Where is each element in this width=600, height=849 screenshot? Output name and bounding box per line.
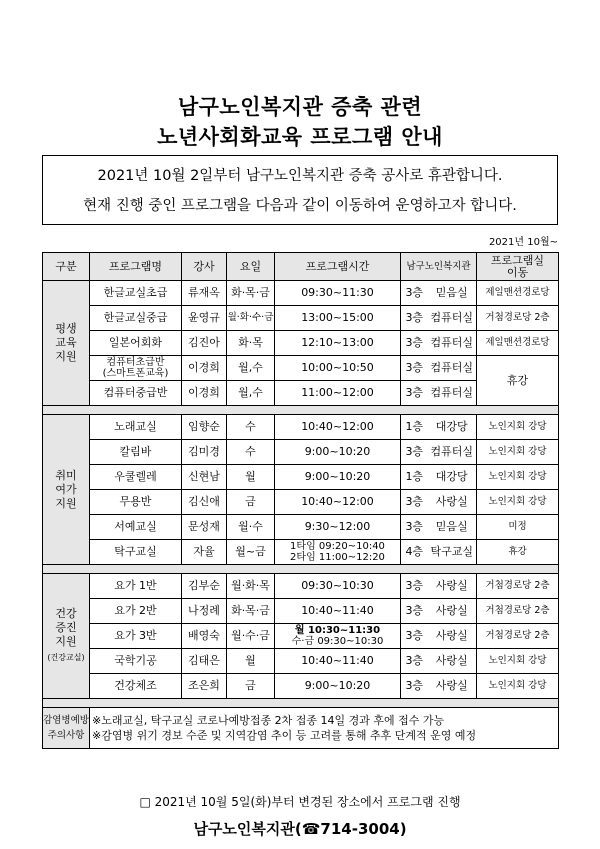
instructor: 김미경: [182, 440, 227, 465]
category-health-label: 건강 증진 지원: [55, 607, 77, 648]
header-day: 요일: [227, 253, 275, 281]
time: 10:40~11:40: [275, 599, 401, 624]
effective-date: 2021년 10월~: [488, 237, 558, 248]
day: 월: [227, 649, 275, 674]
notes-label-line2: 주의사항: [47, 730, 85, 741]
moved-location: 미정: [477, 515, 559, 540]
header-instructor: 강사: [182, 253, 227, 281]
time: 12:10~13:00: [275, 331, 401, 356]
table-row: [43, 356, 559, 381]
time: 10:40~12:00: [275, 490, 401, 515]
floor: 3층: [401, 281, 428, 306]
room: 사랑실: [428, 490, 477, 515]
room: 컴퓨터실: [428, 356, 477, 381]
notice-line2: 현재 진행 중인 프로그램을 다음과 같이 이동하여 운영하고자 합니다.: [83, 198, 517, 214]
table-row: [43, 281, 559, 306]
room: 믿음실: [428, 281, 477, 306]
program-name: 한글교실초급: [90, 281, 182, 306]
program-name: 서예교실: [90, 515, 182, 540]
moved-location: 노인지회 강당: [477, 674, 559, 699]
moved-location: 휴강: [477, 540, 559, 565]
day: 금: [227, 490, 275, 515]
note-line2: ※감염병 위기 경보 수준 및 지역감염 추이 등 고려를 통해 추후 단계적 운영 예정: [92, 729, 477, 742]
header-location: 남구노인복지관: [401, 253, 477, 281]
category-health: [43, 574, 90, 699]
room: 사랑실: [428, 574, 477, 599]
program-table: [42, 252, 559, 749]
table-row: [43, 415, 559, 440]
table-row: [43, 440, 559, 465]
day: 월~금: [227, 540, 275, 565]
table-row: [43, 331, 559, 356]
floor: 4층: [401, 540, 428, 565]
moved-location: 거첨경로당 2층: [477, 599, 559, 624]
day: 월·화·수·금: [227, 306, 275, 331]
day: 금: [227, 674, 275, 699]
moved-location: 제일맨션경로당: [477, 281, 559, 306]
time: 9:00~10:20: [275, 440, 401, 465]
table-row: [43, 624, 559, 649]
day: 월,수: [227, 356, 275, 381]
time: 1타임 09:20~10:40 2타임 11:00~12:20: [275, 540, 401, 565]
contact-info: 남구노인복지관(☎714-3004): [193, 820, 407, 838]
page-title-line1: 남구노인복지관 증축 관련: [177, 95, 423, 119]
table-row: [43, 540, 559, 565]
program-name: 컴퓨터초급반 (스마트폰교육): [90, 356, 182, 381]
moved-location: 노인지회 강당: [477, 649, 559, 674]
instructor: 이경희: [182, 381, 227, 406]
floor: 3층: [401, 515, 428, 540]
table-row: [43, 465, 559, 490]
program-name: 건강체조: [90, 674, 182, 699]
time: 11:00~12:00: [275, 381, 401, 406]
floor: 3층: [401, 490, 428, 515]
floor: 3층: [401, 649, 428, 674]
room: 컴퓨터실: [428, 331, 477, 356]
program-name: 컴퓨터중급반: [90, 381, 182, 406]
header-category: 구분: [43, 253, 90, 281]
time: 09:30~11:30: [275, 281, 401, 306]
header-moved-line2: 이동: [506, 265, 529, 279]
room: 컴퓨터실: [428, 381, 477, 406]
header-moved-line1: 프로그램실: [490, 253, 545, 267]
table-row: [43, 674, 559, 699]
instructor: 윤영규: [182, 306, 227, 331]
room: 사랑실: [428, 674, 477, 699]
instructor: 자율: [182, 540, 227, 565]
category-hobby-leisure: 취미 여가 지원: [43, 415, 90, 565]
group-separator: [43, 406, 559, 415]
instructor: 김부순: [182, 574, 227, 599]
header-time: 프로그램시간: [275, 253, 401, 281]
instructor: 류재옥: [182, 281, 227, 306]
time: 13:00~15:00: [275, 306, 401, 331]
program-name: 칼림바: [90, 440, 182, 465]
program-name: 요가 1반: [90, 574, 182, 599]
room: 대강당: [428, 465, 477, 490]
day: 월·수: [227, 515, 275, 540]
table-row: [43, 649, 559, 674]
time: 9:00~10:20: [275, 674, 401, 699]
floor: 3층: [401, 331, 428, 356]
instructor: 나정례: [182, 599, 227, 624]
time: 10:00~10:50: [275, 356, 401, 381]
table-row: [43, 306, 559, 331]
program-name: 한글교실중급: [90, 306, 182, 331]
notice-line1: 2021년 10월 2일부터 남구노인복지관 증축 공사로 휴관합니다.: [97, 168, 503, 184]
floor: 1층: [401, 465, 428, 490]
note-line1: ※노래교실, 탁구교실 코로나예방접종 2차 접종 14일 경과 후에 접수 가능: [92, 714, 445, 727]
notes-content: [90, 708, 559, 749]
header-program: 프로그램명: [90, 253, 182, 281]
time: 10:40~11:40: [275, 649, 401, 674]
instructor: 김진아: [182, 331, 227, 356]
floor: 1층: [401, 415, 428, 440]
floor: 3층: [401, 306, 428, 331]
category-lifelong-education: 평생 교육 지원: [43, 281, 90, 406]
notes-row: [43, 708, 559, 749]
day: 수: [227, 440, 275, 465]
day: 수: [227, 415, 275, 440]
instructor: 신현남: [182, 465, 227, 490]
room: 사랑실: [428, 624, 477, 649]
table-row: [43, 574, 559, 599]
floor: 3층: [401, 356, 428, 381]
floor: 3층: [401, 599, 428, 624]
room: 컴퓨터실: [428, 306, 477, 331]
time: 09:30~10:30: [275, 574, 401, 599]
table-row: [43, 599, 559, 624]
time-line2: 수·금 09:30~10:30: [291, 636, 384, 647]
day: 월·화·목: [227, 574, 275, 599]
floor: 3층: [401, 440, 428, 465]
program-name: 일본어회화: [90, 331, 182, 356]
day: 월·수·금: [227, 624, 275, 649]
floor: 3층: [401, 674, 428, 699]
time: [275, 624, 401, 649]
room: 사랑실: [428, 649, 477, 674]
closure-notice-box: [42, 155, 558, 225]
change-notice: □ 2021년 10월 5일(화)부터 변경된 장소에서 프로그램 진행: [139, 795, 461, 809]
floor: 3층: [401, 624, 428, 649]
notes-label: [43, 708, 90, 749]
day: 화·목·금: [227, 599, 275, 624]
room: 대강당: [428, 415, 477, 440]
program-name: 요가 2반: [90, 599, 182, 624]
moved-location: 노인지회 강당: [477, 415, 559, 440]
table-header-row: [43, 253, 559, 281]
table-row: [43, 515, 559, 540]
program-name: 무용반: [90, 490, 182, 515]
day: 월: [227, 465, 275, 490]
moved-location: 제일맨션경로당: [477, 331, 559, 356]
table-row: [43, 490, 559, 515]
instructor: 임향순: [182, 415, 227, 440]
program-name: 요가 3반: [90, 624, 182, 649]
time: 9:30~12:00: [275, 515, 401, 540]
instructor: 문성재: [182, 515, 227, 540]
page-title-line2: 노년사회화교육 프로그램 안내: [157, 125, 443, 149]
room: 믿음실: [428, 515, 477, 540]
moved-location: 노인지회 강당: [477, 440, 559, 465]
instructor: 배영숙: [182, 624, 227, 649]
day: 화·목·금: [227, 281, 275, 306]
day: 월,수: [227, 381, 275, 406]
program-name: 국학기공: [90, 649, 182, 674]
category-health-sub: (건강교실): [47, 653, 85, 662]
floor: 3층: [401, 574, 428, 599]
group-separator: [43, 565, 559, 574]
instructor: 이경희: [182, 356, 227, 381]
header-moved: [477, 253, 559, 281]
moved-location: 노인지회 강당: [477, 465, 559, 490]
room: 컴퓨터실: [428, 440, 477, 465]
moved-location: 휴강: [477, 356, 559, 406]
program-name: 탁구교실: [90, 540, 182, 565]
room: 탁구교실: [428, 540, 477, 565]
time-line1: 월 10:30~11:30: [294, 625, 381, 636]
moved-location: 거첨경로당 2층: [477, 306, 559, 331]
moved-location: 노인지회 강당: [477, 490, 559, 515]
moved-location: 거첨경로당 2층: [477, 624, 559, 649]
time: 9:00~10:20: [275, 465, 401, 490]
program-name: 우쿨렐레: [90, 465, 182, 490]
instructor: 김태은: [182, 649, 227, 674]
time: 10:40~12:00: [275, 415, 401, 440]
program-name: 노래교실: [90, 415, 182, 440]
notes-label-line1: 감염병예방: [43, 715, 89, 726]
instructor: 김신애: [182, 490, 227, 515]
instructor: 조은희: [182, 674, 227, 699]
room: 사랑실: [428, 599, 477, 624]
moved-location: 거첨경로당 2층: [477, 574, 559, 599]
group-separator: [43, 699, 559, 708]
floor: 3층: [401, 381, 428, 406]
day: 화·목: [227, 331, 275, 356]
